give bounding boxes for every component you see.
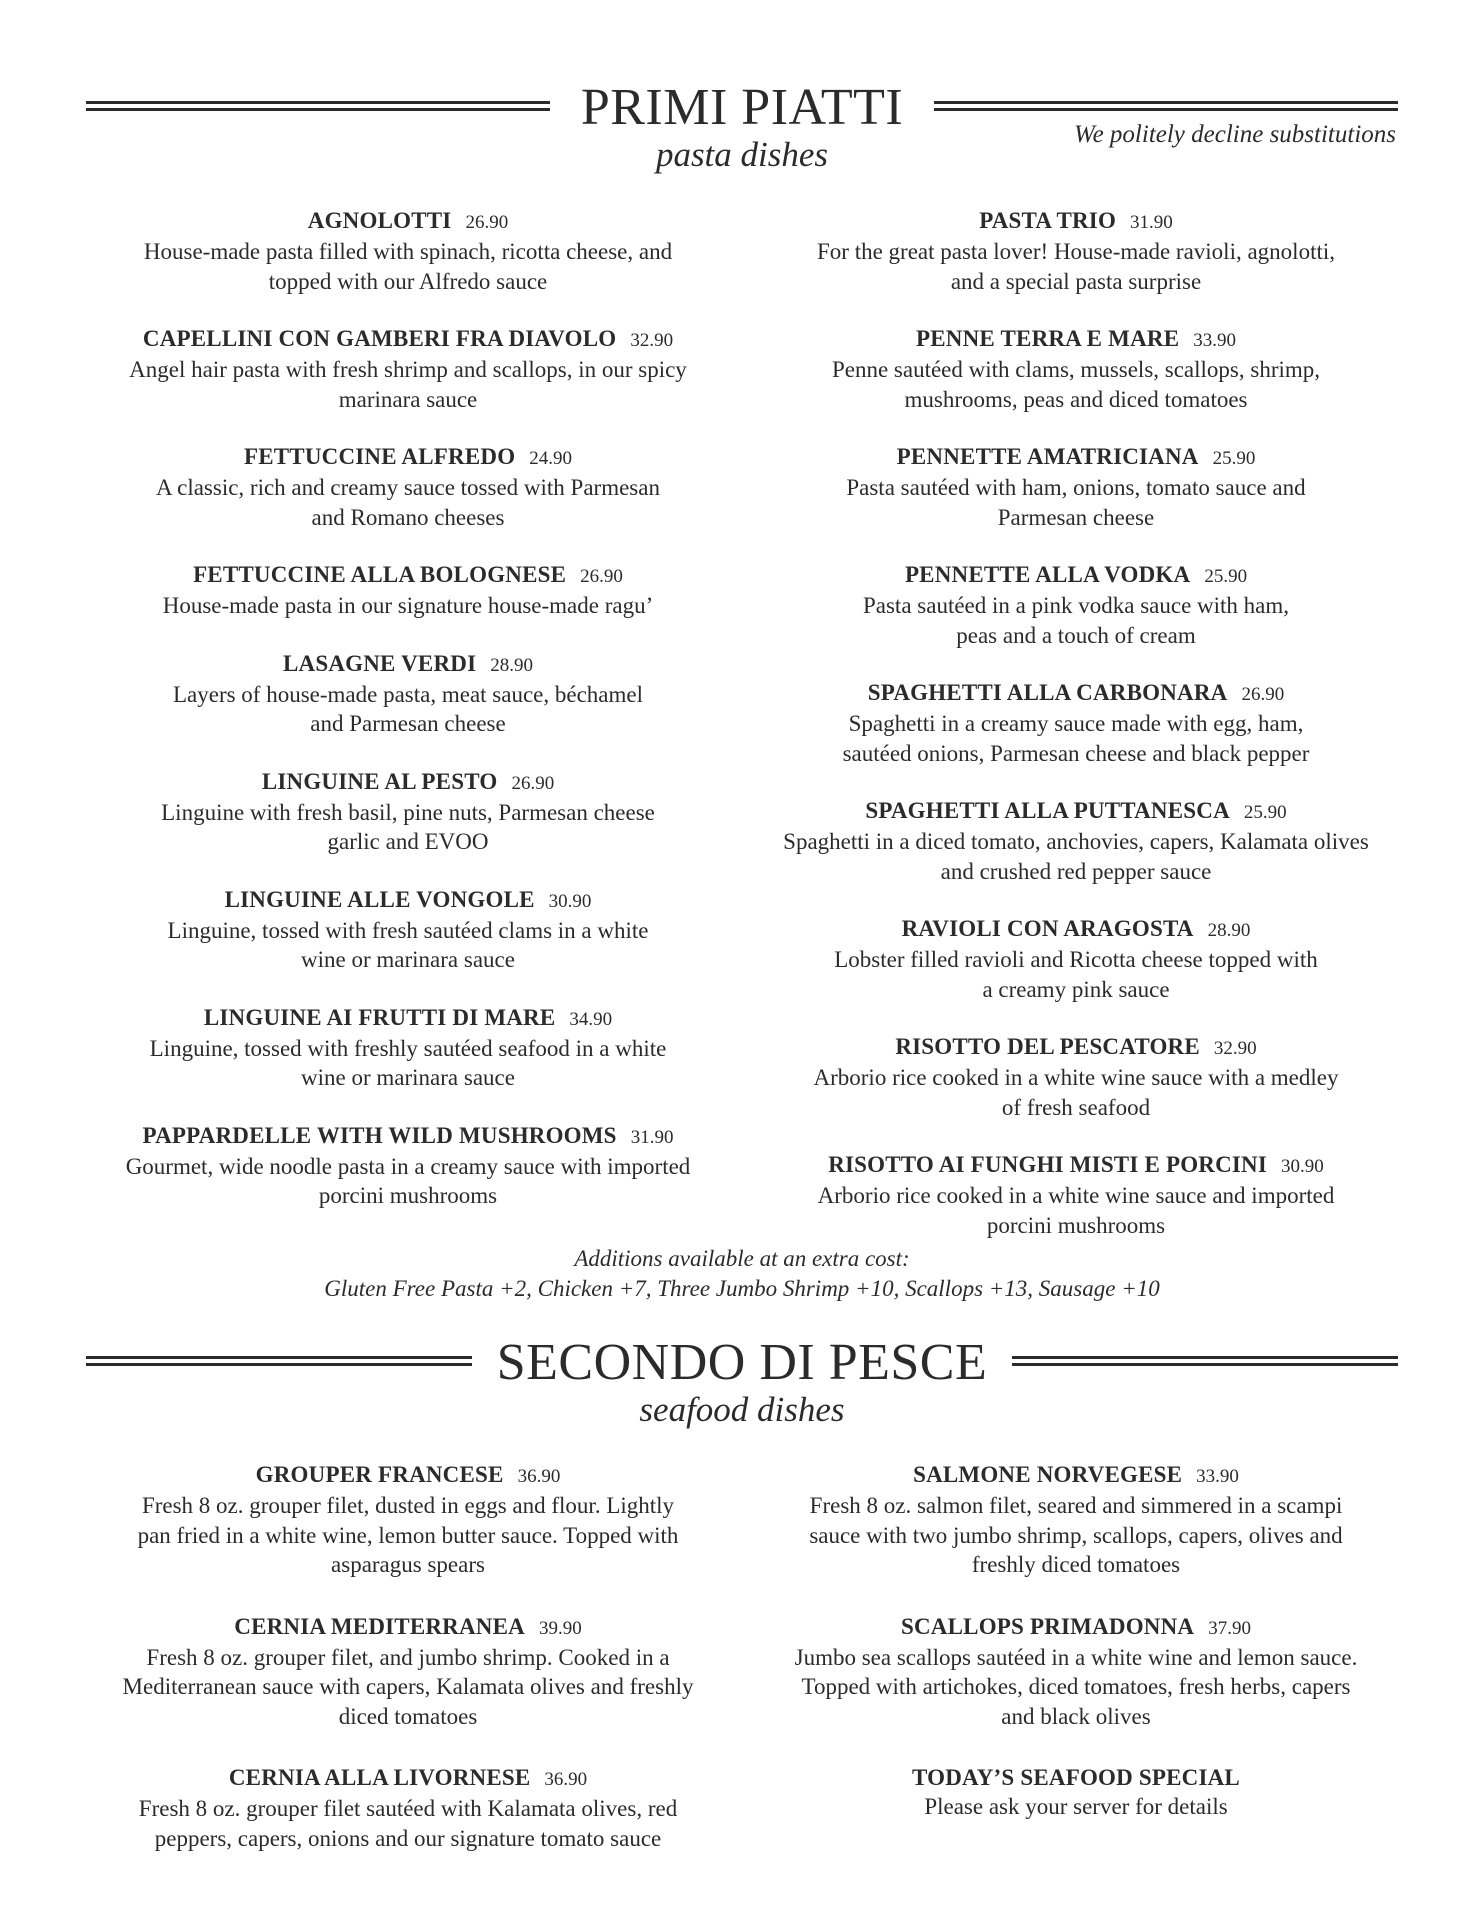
menu-item-description: freshly diced tomatoes xyxy=(971,1552,1181,1577)
menu-item-header xyxy=(88,1460,728,1491)
menu-item-price: 25.90 xyxy=(1212,448,1256,469)
menu-item-header xyxy=(756,1460,1396,1491)
menu-item xyxy=(756,914,1396,1004)
menu-item-header xyxy=(88,1612,728,1643)
menu-item-description: Penne sautéed with clams, mussels, scallops, shrimp, xyxy=(831,357,1321,382)
menu-item-description: Gourmet, wide noodle pasta in a creamy sauce with imported xyxy=(125,1153,691,1179)
menu-item-price: 36.90 xyxy=(517,1466,561,1487)
menu-item xyxy=(88,767,728,857)
menu-item-name: LASAGNE VERDI xyxy=(283,650,477,676)
menu-item-name: GROUPER FRANCESE xyxy=(255,1462,504,1487)
menu-item-description: and Romano cheeses xyxy=(311,504,505,530)
menu-item xyxy=(88,442,728,532)
menu-item-header xyxy=(88,1003,728,1034)
menu-item-name: CERNIA ALLA LIVORNESE xyxy=(228,1765,531,1790)
menu-item-description: topped with our Alfredo sauce xyxy=(268,268,548,294)
menu-item xyxy=(756,1460,1396,1580)
menu-item-description: A classic, rich and creamy sauce tossed with Parmesan xyxy=(156,475,660,500)
menu-item-description: Linguine, tossed with freshly sautéed seafood in a white xyxy=(149,1035,667,1061)
menu-item-description: Pasta sautéed in a pink vodka sauce with ham, xyxy=(862,593,1290,618)
menu-item-name: PENNE TERRA E MARE xyxy=(916,326,1180,351)
menu-item-price: 28.90 xyxy=(490,654,533,676)
menu-item-header xyxy=(756,1612,1396,1643)
primi-subtitle: pasta dishes xyxy=(655,135,829,174)
menu-item-name: LINGUINE AL PESTO xyxy=(261,768,498,794)
menu-item-price: 26.90 xyxy=(580,566,623,587)
menu-item-header xyxy=(756,442,1396,473)
menu-item-name: SPAGHETTI ALLA PUTTANESCA xyxy=(865,798,1230,823)
menu-item-description: For the great pasta lover! House-made ravioli, agnolotti, xyxy=(817,239,1335,264)
menu-item xyxy=(756,1150,1396,1240)
menu-item-description: Arborio rice cooked in a white wine sauce and imported xyxy=(817,1183,1335,1208)
menu-item xyxy=(756,1763,1396,1822)
menu-item-description: and Parmesan cheese xyxy=(310,711,506,736)
menu-item-description: Linguine with fresh basil, pine nuts, Parmesan cheese xyxy=(161,799,655,825)
menu-item-description: sautéed onions, Parmesan cheese and black pepper xyxy=(842,740,1310,766)
secondo-title: SECONDO DI PESCE xyxy=(496,1334,988,1391)
menu-item xyxy=(756,324,1396,414)
menu-item-price: 32.90 xyxy=(630,330,674,351)
menu-item-description: pan fried in a white wine, lemon butter sauce. Topped with xyxy=(137,1522,679,1548)
additions-list: Gluten Free Pasta +2, Chicken +7, Three Jumbo Shrimp +10, Scallops +13, Sausage +10 xyxy=(324,1276,1160,1301)
menu-item-header xyxy=(88,1121,728,1152)
menu-item-name: RAVIOLI CON ARAGOSTA xyxy=(901,916,1194,941)
menu-item-name: CAPELLINI CON GAMBERI FRA DIAVOLO xyxy=(142,326,617,351)
menu-item-price: 26.90 xyxy=(465,212,509,233)
menu-item-price: 24.90 xyxy=(529,448,573,469)
menu-item-name: PASTA TRIO xyxy=(979,208,1117,233)
menu-item xyxy=(88,1763,728,1853)
menu-item-name: SALMONE NORVEGESE xyxy=(913,1462,1183,1487)
menu-item-header xyxy=(756,1150,1396,1181)
menu-item-description: Layers of house-made pasta, meat sauce, béchamel xyxy=(172,681,643,707)
menu-item-name: FETTUCCINE ALFREDO xyxy=(243,444,516,469)
menu-item-description: Fresh 8 oz. grouper filet, and jumbo shrimp. Cooked in a xyxy=(146,1644,670,1670)
menu-item-name: PENNETTE ALLA VODKA xyxy=(904,562,1191,587)
secondo-subtitle: seafood dishes xyxy=(639,1390,845,1429)
menu-item-price: 33.90 xyxy=(1196,1466,1239,1487)
menu-item-price: 33.90 xyxy=(1193,330,1236,351)
substitution-notice: We politely decline substitutions xyxy=(1074,121,1396,148)
menu-item xyxy=(756,442,1396,532)
menu-item-price: 25.90 xyxy=(1243,802,1287,823)
menu-item xyxy=(756,206,1396,296)
menu-item-description: Fresh 8 oz. salmon filet, seared and simmered in a scampi xyxy=(809,1493,1343,1518)
additions-title: Additions available at an extra cost: xyxy=(574,1246,910,1271)
primi-right-column xyxy=(756,206,1396,1240)
menu-item-description: Linguine, tossed with fresh sautéed clams in a white xyxy=(167,917,649,943)
menu-item-price: 31.90 xyxy=(630,1126,674,1148)
menu-item-name: RISOTTO AI FUNGHI MISTI E PORCINI xyxy=(828,1152,1268,1177)
menu-item-price: 28.90 xyxy=(1207,920,1251,941)
menu-item-header xyxy=(88,885,728,916)
menu-item-header xyxy=(88,1763,728,1794)
menu-item xyxy=(756,560,1396,650)
menu-item xyxy=(756,1612,1396,1732)
menu-item-description: diced tomatoes xyxy=(338,1703,478,1729)
menu-item-name: AGNOLOTTI xyxy=(307,208,452,233)
menu-item-name: TODAY’S SEAFOOD SPECIAL xyxy=(912,1765,1240,1790)
menu-item-description: porcini mushrooms xyxy=(986,1212,1166,1238)
menu-item xyxy=(88,885,728,975)
menu-item-name: RISOTTO DEL PESCATORE xyxy=(895,1034,1200,1059)
menu-item-description: porcini mushrooms xyxy=(318,1183,498,1208)
menu-item-description: sauce with two jumbo shrimp, scallops, capers, olives and xyxy=(809,1522,1343,1548)
menu-item-description: and crushed red pepper sauce xyxy=(940,858,1212,884)
menu-item-description: Jumbo sea scallops sautéed in a white wine and lemon sauce. xyxy=(794,1644,1358,1670)
menu-item-price: 32.90 xyxy=(1213,1038,1257,1059)
menu-item xyxy=(88,560,728,621)
menu-item xyxy=(756,678,1396,768)
menu-item-name: SCALLOPS PRIMADONNA xyxy=(901,1613,1195,1639)
menu-item-price: 30.90 xyxy=(1281,1156,1324,1177)
menu-item-description: peppers, capers, onions and our signature tomato sauce xyxy=(154,1825,662,1851)
menu-item-header xyxy=(88,560,728,591)
menu-item-price: 37.90 xyxy=(1208,1617,1251,1639)
menu-item-description: Pasta sautéed with ham, onions, tomato sauce and xyxy=(846,475,1306,500)
menu-item xyxy=(756,1032,1396,1122)
menu-item-name: LINGUINE ALLE VONGOLE xyxy=(224,886,535,912)
menu-item-price: 26.90 xyxy=(1241,684,1285,705)
menu-item xyxy=(88,1612,728,1732)
menu-item-header xyxy=(756,324,1396,355)
menu-item-name: SPAGHETTI ALLA CARBONARA xyxy=(867,680,1228,705)
menu-item xyxy=(88,649,728,739)
menu-item-description: Spaghetti in a creamy sauce made with egg, ham, xyxy=(848,711,1304,736)
menu-item-description: a creamy pink sauce xyxy=(982,976,1170,1002)
menu-item-price: 25.90 xyxy=(1204,566,1248,587)
menu-item-description: garlic and EVOO xyxy=(327,829,489,854)
menu-item xyxy=(88,206,728,296)
menu-item-header xyxy=(88,324,728,355)
menu-item-header xyxy=(88,767,728,798)
menu-item-description: wine or marinara sauce xyxy=(301,947,515,972)
menu-item xyxy=(88,1460,728,1580)
menu-item-header xyxy=(756,206,1396,237)
menu-item-header xyxy=(756,1032,1396,1063)
menu-item-description: Mediterranean sauce with capers, Kalamata olives and freshly xyxy=(122,1674,694,1699)
additions-note xyxy=(0,1244,1484,1304)
menu-item xyxy=(88,1121,728,1211)
menu-item-description: of fresh seafood xyxy=(1001,1094,1151,1120)
menu-item-price: 36.90 xyxy=(544,1769,588,1790)
menu-item-header xyxy=(756,1763,1396,1792)
menu-item-description: and a special pasta surprise xyxy=(950,268,1202,294)
menu-item-description: Please ask your server for details xyxy=(924,1794,1228,1819)
menu-item-name: PAPPARDELLE WITH WILD MUSHROOMS xyxy=(142,1122,617,1148)
menu-item-header xyxy=(756,914,1396,945)
menu-item-description: and black olives xyxy=(1001,1703,1151,1729)
menu-item-description: House-made pasta in our signature house-made ragu’ xyxy=(162,593,654,618)
menu-item-header xyxy=(756,796,1396,827)
menu-item-description: Topped with artichokes, diced tomatoes, fresh herbs, capers xyxy=(801,1674,1351,1699)
menu-item-description: marinara sauce xyxy=(338,386,478,412)
menu-item-description: Angel hair pasta with fresh shrimp and scallops, in our spicy xyxy=(129,357,687,382)
menu-item-header xyxy=(88,649,728,680)
menu-item-description: Fresh 8 oz. grouper filet sautéed with Kalamata olives, red xyxy=(138,1796,678,1821)
menu-item-header xyxy=(756,678,1396,709)
menu-item-price: 31.90 xyxy=(1130,212,1173,233)
menu-item-description: House-made pasta filled with spinach, ricotta cheese, and xyxy=(143,239,673,264)
menu-item xyxy=(756,796,1396,886)
menu-item-description: peas and a touch of cream xyxy=(956,622,1196,648)
menu-item-header xyxy=(88,206,728,237)
menu-item-header xyxy=(88,442,728,473)
menu-item-name: CERNIA MEDITERRANEA xyxy=(234,1613,525,1639)
menu-item-header xyxy=(756,560,1396,591)
menu-item-price: 34.90 xyxy=(569,1008,613,1030)
menu-item-name: PENNETTE AMATRICIANA xyxy=(896,444,1199,469)
menu-item-price: 26.90 xyxy=(511,772,555,794)
menu-item-description: mushrooms, peas and diced tomatoes xyxy=(904,386,1248,412)
primi-title: PRIMI PIATTI xyxy=(580,79,904,136)
menu-item-description: wine or marinara sauce xyxy=(301,1065,515,1090)
menu-item-name: LINGUINE AI FRUTTI DI MARE xyxy=(203,1004,556,1030)
menu-item-description: Lobster filled ravioli and Ricotta cheese topped with xyxy=(834,947,1318,972)
menu-item-description: asparagus spears xyxy=(331,1552,485,1577)
menu-item xyxy=(88,324,728,414)
menu-item-description: Parmesan cheese xyxy=(997,504,1155,530)
menu-item xyxy=(88,1003,728,1093)
secondo-left-column xyxy=(88,1460,728,1853)
menu-item-description: Fresh 8 oz. grouper filet, dusted in eggs and flour. Lightly xyxy=(141,1493,675,1518)
primi-left-column xyxy=(88,206,728,1211)
secondo-right-column xyxy=(756,1460,1396,1822)
menu-item-name: FETTUCCINE ALLA BOLOGNESE xyxy=(193,562,567,587)
menu-item-price: 39.90 xyxy=(538,1617,582,1639)
menu-item-price: 30.90 xyxy=(548,890,592,912)
menu-item-description: Spaghetti in a diced tomato, anchovies, capers, Kalamata olives xyxy=(783,829,1369,854)
menu-item-description: Arborio rice cooked in a white wine sauce with a medley xyxy=(813,1065,1339,1090)
